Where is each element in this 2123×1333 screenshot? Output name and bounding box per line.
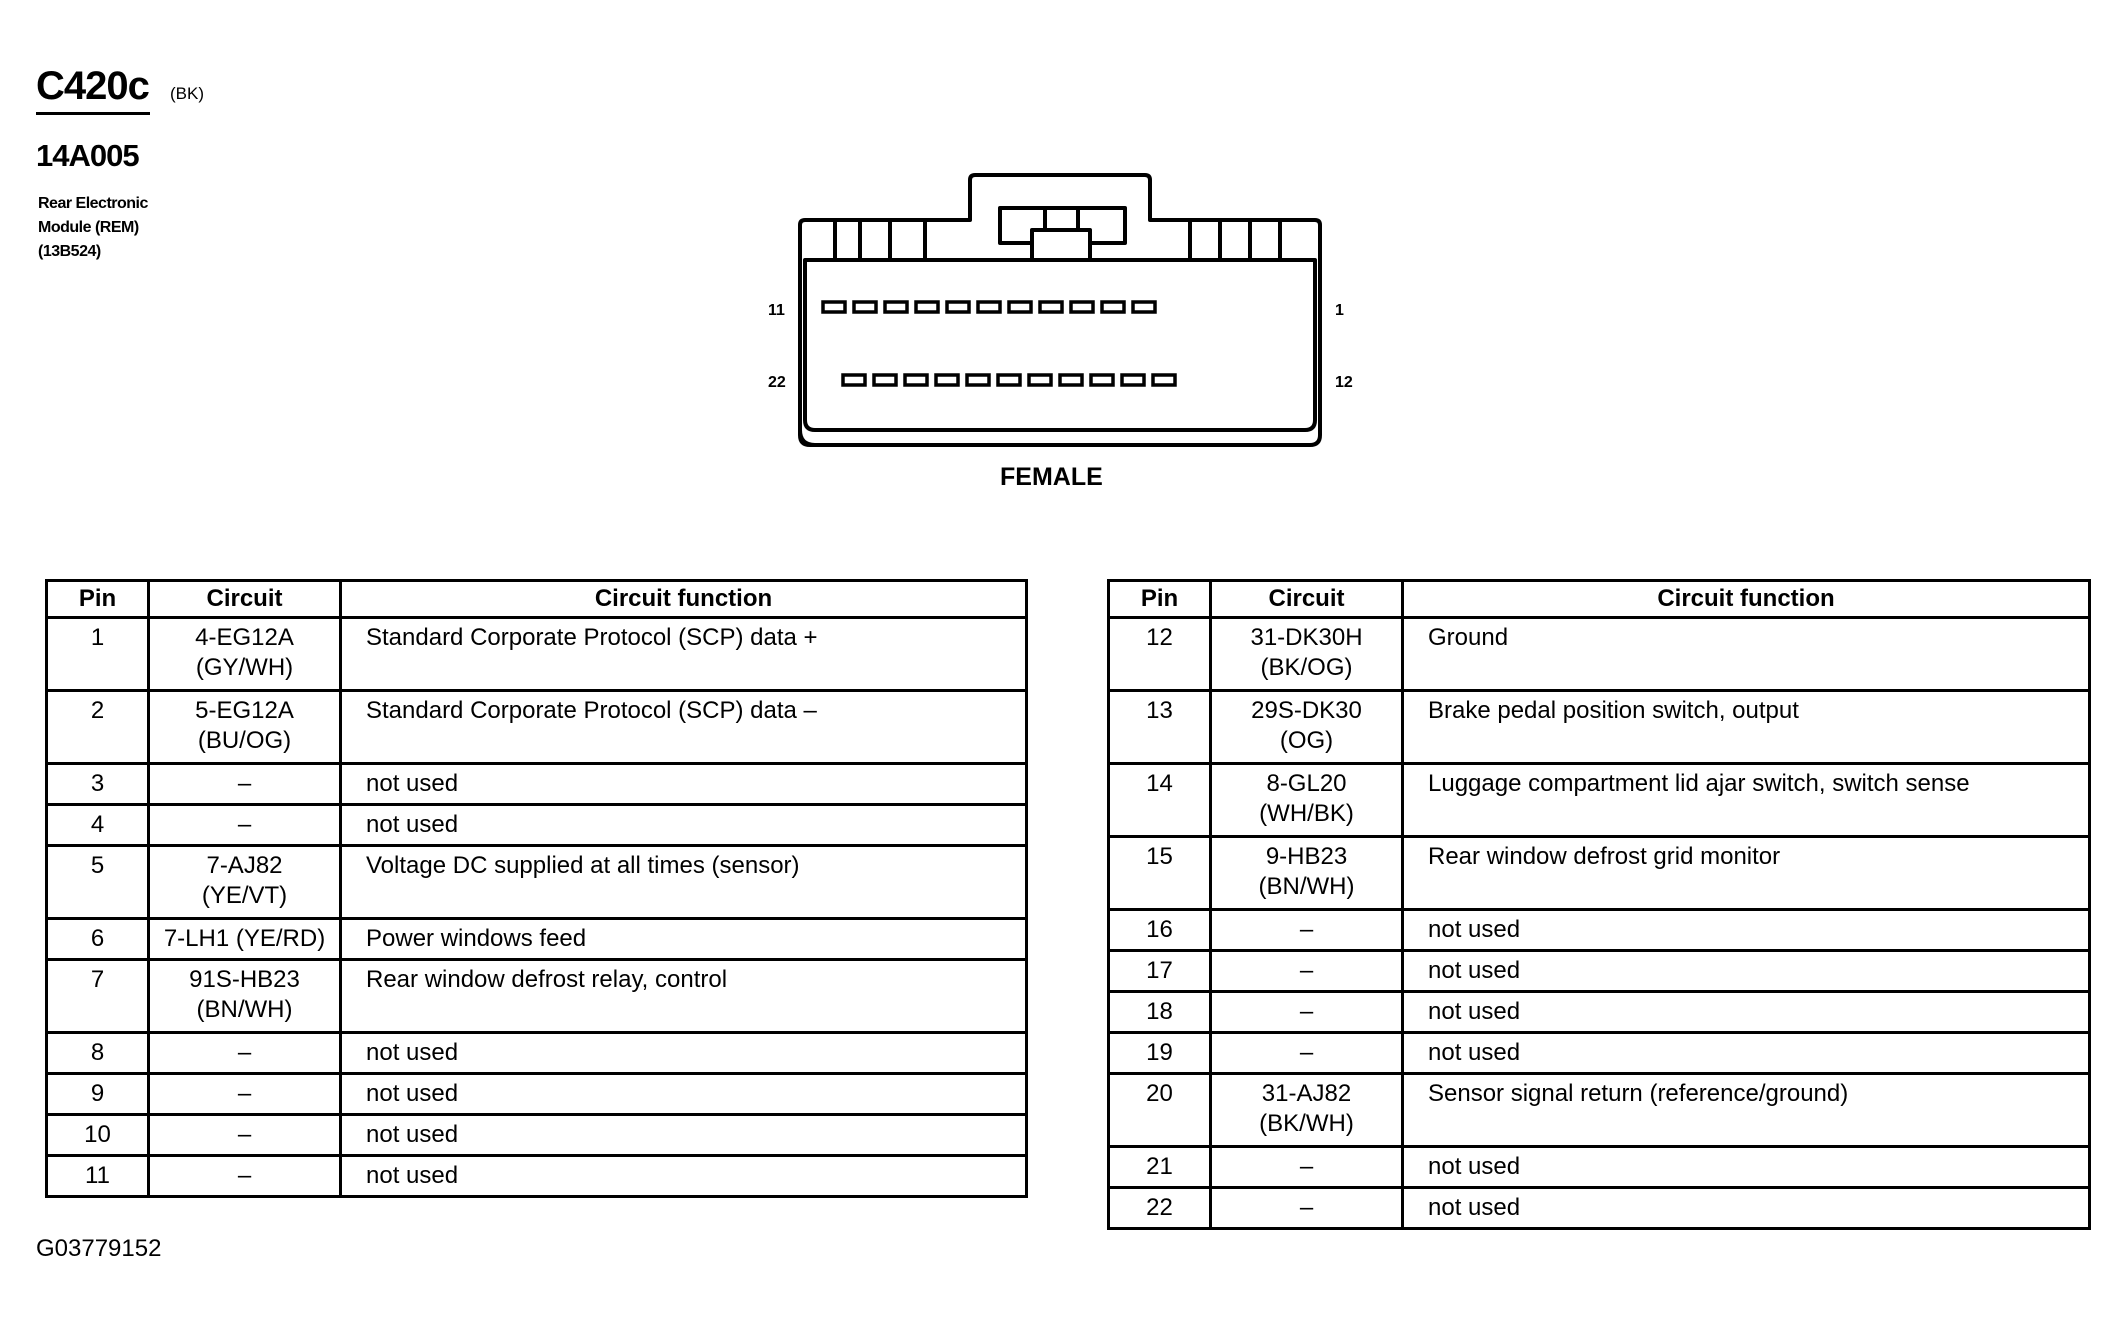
header-pin: Pin	[47, 581, 149, 618]
pin-cavity	[905, 375, 927, 385]
part-number: 14A005	[36, 138, 139, 173]
pin-number: 19	[1109, 1033, 1211, 1074]
wire-color: (BK/WH)	[1259, 1110, 1354, 1137]
circuit-function: not used	[341, 764, 1027, 805]
table-row	[47, 960, 1027, 1033]
pin-cavity	[1102, 302, 1124, 312]
circuit-cell	[149, 764, 341, 805]
table-row	[47, 1156, 1027, 1197]
table-row	[47, 805, 1027, 846]
circuit-code: –	[1299, 957, 1314, 984]
table-row	[1109, 764, 2090, 837]
circuit-cell	[1211, 1188, 1403, 1229]
table-row	[1109, 992, 2090, 1033]
circuit-cell	[1211, 691, 1403, 764]
circuit-cell	[1211, 992, 1403, 1033]
table-header-row	[1109, 581, 2090, 618]
header-circuit: Circuit	[149, 581, 341, 618]
table-header-row	[47, 581, 1027, 618]
circuit-code: –	[1299, 1194, 1314, 1221]
pin-label-22: 22	[768, 374, 786, 391]
wire-color: (BN/WH)	[1258, 873, 1355, 900]
circuit-function: not used	[341, 1033, 1027, 1074]
pin-number: 20	[1109, 1074, 1211, 1147]
pin-cavity	[1071, 302, 1093, 312]
circuit-code: 9-HB23	[1265, 843, 1348, 870]
wire-color: (BN/WH)	[196, 996, 293, 1023]
pin-cavity	[1091, 375, 1113, 385]
pin-number: 21	[1109, 1147, 1211, 1188]
table-row	[1109, 1033, 2090, 1074]
circuit-function: not used	[1403, 951, 2090, 992]
circuit-function: Rear window defrost grid monitor	[1403, 837, 2090, 910]
pin-cavity	[916, 302, 938, 312]
header-circuit-function: Circuit function	[1403, 581, 2090, 618]
module-description-line: (13B524)	[38, 243, 101, 260]
circuit-code: –	[237, 1080, 252, 1107]
circuit-cell	[149, 960, 341, 1033]
table-row	[1109, 951, 2090, 992]
circuit-function: not used	[1403, 1033, 2090, 1074]
table-row	[1109, 837, 2090, 910]
circuit-cell	[149, 1074, 341, 1115]
pin-cavity	[1122, 375, 1144, 385]
circuit-function: not used	[341, 1156, 1027, 1197]
pin-number: 3	[47, 764, 149, 805]
circuit-cell	[149, 805, 341, 846]
pin-number: 11	[47, 1156, 149, 1197]
pinout-table-left	[45, 579, 1028, 1198]
table-row	[1109, 1074, 2090, 1147]
pin-cavity	[823, 302, 845, 312]
circuit-code: –	[1299, 916, 1314, 943]
header-circuit-function: Circuit function	[341, 581, 1027, 618]
pin-number: 15	[1109, 837, 1211, 910]
pin-cavity	[1060, 375, 1082, 385]
circuit-function: not used	[1403, 1188, 2090, 1229]
wire-color: (YE/VT)	[201, 882, 288, 909]
circuit-cell	[1211, 1033, 1403, 1074]
pin-number: 14	[1109, 764, 1211, 837]
circuit-code: –	[1299, 998, 1314, 1025]
table-row	[1109, 618, 2090, 691]
pin-cavity	[843, 375, 865, 385]
wire-color: (GY/WH)	[195, 654, 294, 681]
circuit-cell	[149, 846, 341, 919]
pin-number: 16	[1109, 910, 1211, 951]
circuit-cell	[149, 618, 341, 691]
pin-cavity	[1040, 302, 1062, 312]
circuit-cell	[149, 919, 341, 960]
circuit-cell	[1211, 951, 1403, 992]
circuit-function: Rear window defrost relay, control	[341, 960, 1027, 1033]
pin-number: 17	[1109, 951, 1211, 992]
pin-cavity	[936, 375, 958, 385]
table-row	[47, 1033, 1027, 1074]
connector-face-diagram	[760, 165, 1380, 455]
table-row	[47, 691, 1027, 764]
circuit-code: –	[1299, 1153, 1314, 1180]
circuit-code: 5-EG12A	[195, 697, 294, 724]
wire-color: (WH/BK)	[1259, 800, 1354, 827]
table-row	[47, 1074, 1027, 1115]
circuit-function: Standard Corporate Protocol (SCP) data +	[341, 618, 1027, 691]
circuit-function: Standard Corporate Protocol (SCP) data –	[341, 691, 1027, 764]
figure-id: G03779152	[36, 1235, 162, 1262]
circuit-cell	[149, 1033, 341, 1074]
table-row	[47, 1115, 1027, 1156]
pin-cavity	[854, 302, 876, 312]
header-circuit: Circuit	[1211, 581, 1403, 618]
module-description-line: Rear Electronic	[38, 195, 148, 212]
connector-id: C420c	[36, 64, 149, 108]
pin-cavity	[885, 302, 907, 312]
circuit-function: not used	[341, 1115, 1027, 1156]
pin-label-11: 11	[768, 302, 785, 319]
circuit-code: 7-AJ82	[206, 852, 283, 879]
pin-cavity	[998, 375, 1020, 385]
pin-number: 6	[47, 919, 149, 960]
table-row	[47, 618, 1027, 691]
circuit-code: –	[237, 1121, 252, 1148]
circuit-code: 4-EG12A	[195, 624, 294, 651]
wire-color: (OG)	[1279, 727, 1334, 754]
circuit-function: not used	[1403, 910, 2090, 951]
pin-cavity	[1153, 375, 1175, 385]
pin-cavity	[1029, 375, 1051, 385]
wire-color: (BK/OG)	[1260, 654, 1353, 681]
pin-number: 18	[1109, 992, 1211, 1033]
circuit-code: –	[237, 1039, 252, 1066]
circuit-function: not used	[1403, 1147, 2090, 1188]
pin-number: 10	[47, 1115, 149, 1156]
pin-number: 5	[47, 846, 149, 919]
connector-housing-outline	[800, 175, 1320, 445]
table-row	[1109, 1188, 2090, 1229]
table-row	[47, 919, 1027, 960]
circuit-cell	[1211, 1147, 1403, 1188]
circuit-cell	[1211, 764, 1403, 837]
pin-number: 7	[47, 960, 149, 1033]
connector-id-underline	[36, 112, 150, 115]
circuit-code: 7-LH1 (YE/RD)	[163, 925, 326, 952]
pin-cavity	[978, 302, 1000, 312]
pin-label-12: 12	[1335, 374, 1353, 391]
circuit-cell	[149, 1115, 341, 1156]
pin-cavity	[1133, 302, 1155, 312]
circuit-function: Power windows feed	[341, 919, 1027, 960]
table-row	[47, 846, 1027, 919]
circuit-function: Voltage DC supplied at all times (sensor)	[341, 846, 1027, 919]
pin-number: 4	[47, 805, 149, 846]
pin-cavity	[947, 302, 969, 312]
circuit-function: not used	[1403, 992, 2090, 1033]
circuit-cell	[1211, 910, 1403, 951]
circuit-cell	[149, 1156, 341, 1197]
pin-number: 2	[47, 691, 149, 764]
circuit-function: Sensor signal return (reference/ground)	[1403, 1074, 2090, 1147]
circuit-function: Ground	[1403, 618, 2090, 691]
pin-cavity	[1009, 302, 1031, 312]
pin-label-1: 1	[1335, 302, 1344, 319]
pinout-table-right	[1107, 579, 2091, 1230]
connector-face-outline	[805, 260, 1315, 430]
module-description	[38, 192, 148, 264]
circuit-cell	[1211, 618, 1403, 691]
header-pin: Pin	[1109, 581, 1211, 618]
pin-number: 22	[1109, 1188, 1211, 1229]
pin-number: 8	[47, 1033, 149, 1074]
latch-tab	[1032, 230, 1090, 260]
circuit-function: not used	[341, 1074, 1027, 1115]
pin-cavity	[874, 375, 896, 385]
circuit-code: –	[237, 770, 252, 797]
connector-view-label: FEMALE	[1000, 463, 1103, 491]
circuit-code: 91S-HB23	[189, 966, 300, 993]
circuit-code: –	[237, 1162, 252, 1189]
circuit-cell	[1211, 1074, 1403, 1147]
pin-number: 1	[47, 618, 149, 691]
circuit-code: –	[1299, 1039, 1314, 1066]
table-row	[1109, 1147, 2090, 1188]
circuit-function: Luggage compartment lid ajar switch, switch sense	[1403, 764, 2090, 837]
table-row	[1109, 910, 2090, 951]
circuit-cell	[149, 691, 341, 764]
circuit-code: 31-AJ82	[1261, 1080, 1352, 1107]
pin-number: 9	[47, 1074, 149, 1115]
wire-color: (BU/OG)	[197, 727, 292, 754]
pin-number: 12	[1109, 618, 1211, 691]
pin-number: 13	[1109, 691, 1211, 764]
module-description-line: Module (REM)	[38, 219, 139, 236]
circuit-function: not used	[341, 805, 1027, 846]
circuit-code: –	[237, 811, 252, 838]
circuit-cell	[1211, 837, 1403, 910]
circuit-code: 31-DK30H	[1250, 624, 1363, 651]
table-row	[1109, 691, 2090, 764]
circuit-code: 8-GL20	[1266, 770, 1347, 797]
connector-color: (BK)	[170, 84, 204, 103]
pin-cavity	[967, 375, 989, 385]
circuit-function: Brake pedal position switch, output	[1403, 691, 2090, 764]
table-row	[47, 764, 1027, 805]
circuit-code: 29S-DK30	[1251, 697, 1362, 724]
